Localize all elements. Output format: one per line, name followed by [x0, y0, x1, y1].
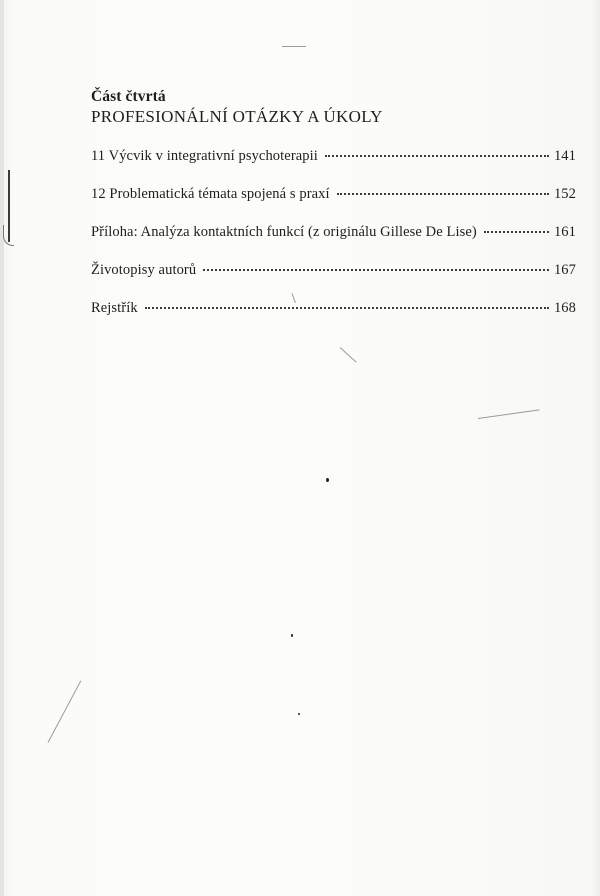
part-label: Část čtvrtá — [91, 88, 166, 105]
toc-entry-title: 11 Výcvik v integrativní psychoterapii — [91, 148, 318, 164]
toc-leader-dots — [337, 192, 549, 195]
toc-entry — [91, 186, 576, 224]
toc-leader-dots — [203, 268, 549, 271]
toc-entry-page: 141 — [553, 148, 576, 164]
page-binding-edge — [0, 0, 4, 896]
part-title: PROFESIONÁLNÍ OTÁZKY A ÚKOLY — [91, 107, 383, 126]
ink-speck — [291, 634, 293, 637]
paper-scratch — [478, 409, 540, 419]
ink-speck — [326, 478, 329, 482]
toc-entry-page: 167 — [553, 262, 576, 278]
toc-entry — [91, 148, 576, 186]
toc-entry-page: 152 — [553, 186, 576, 202]
spine-curve-mark — [3, 225, 14, 246]
paper-scratch — [340, 347, 357, 362]
toc-entry — [91, 224, 576, 262]
ink-speck — [298, 713, 300, 715]
toc-leader-dots — [484, 230, 549, 233]
toc-entry-title: Příloha: Analýza kontaktních funkcí (z originálu Gillese De Lise) — [91, 224, 477, 240]
toc-entry — [91, 300, 576, 338]
toc-leader-dots — [325, 154, 549, 157]
toc-entry — [91, 262, 576, 300]
toc-entry-page: 161 — [553, 224, 576, 240]
toc-entry-title: Rejstřík — [91, 300, 138, 316]
toc-entry-page: 168 — [553, 300, 576, 316]
toc-entry-title: Životopisy autorů — [91, 262, 197, 278]
paper-scratch — [48, 680, 82, 742]
paper-scratch — [282, 46, 306, 47]
toc-entry-title: 12 Problematická témata spojená s praxí — [91, 186, 330, 202]
table-of-contents — [91, 148, 576, 338]
toc-leader-dots — [145, 306, 549, 309]
